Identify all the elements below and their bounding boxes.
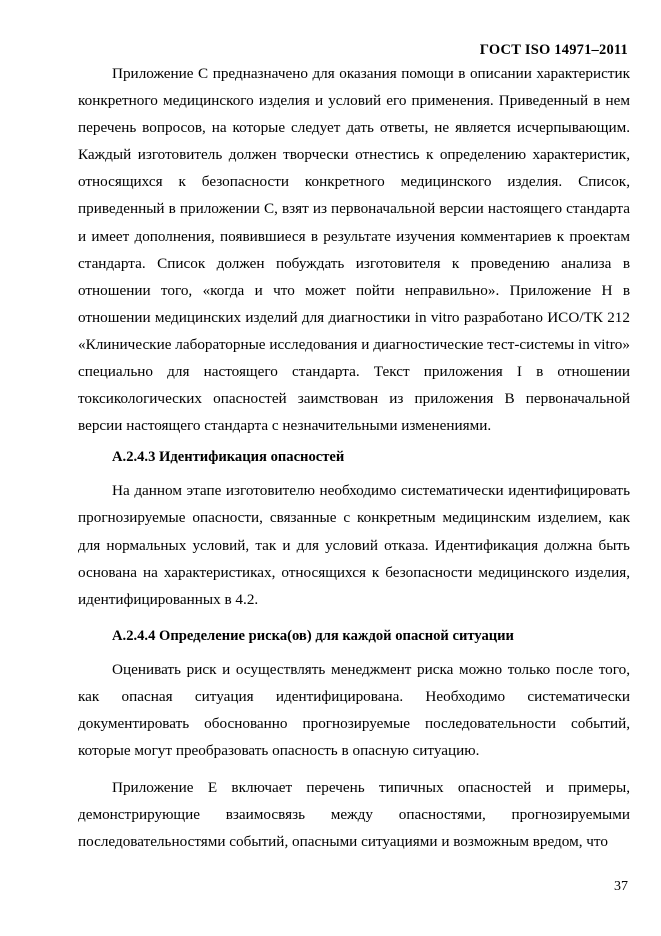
paragraph-risk-estimation: Оценивать риск и осуществлять менеджмент риска можно только после того, как опасная ситуация идентифицирована. Необходимо систематически документировать обоснованно прогнозируемые последовательности событий, которые могут преобразовать опасность в опасную ситуацию. [78,660,630,760]
document-body [78,60,630,855]
page-number: 37 [614,879,628,894]
paragraph-appendix-e-reference: Приложение Е включает перечень типичных опасностей и примеры, демонстрирующие взаимосвязь между опасностями, прогнозируемыми последовательностями событий, опасными ситуациями и возможным вредом, что [78,779,630,851]
paragraph-appendix-c-description: Приложение С предназначено для оказания помощи в описании характеристик конкретного медицинского изделия и условий его применения. Приведенный в нем перечень вопросов, на которые следует дать ответы, не является исчерпывающим. Каждый изготовитель должен творчески отнестись к определению характеристик, относящихся к безопасности конкретного медицинского изделия. Список, приведенный в приложении С, взят из первоначальной версии настоящего стандарта и имеет дополнения, появившиеся в результате изучения комментариев к проектам стандарта. Список должен побуждать изготовителя к проведению анализа в отношении того, «когда и что может пойти неправильно». Приложение Н в отношении медицинских изделий для диагностики in vitro разработано ИСО/ТК 212 «Клинические лабораторные исследования и диагностические тест-системы in vitro» специально для настоящего стандарта. Текст приложения I в отношении токсикологических опасностей заимствован из приложения В первоначальной версии настоящего стандарта с незначительными изменениями. [78,65,630,435]
section-heading-a244: А.2.4.4 Определение риска(ов) для каждой опасной ситуации [112,627,514,644]
document-standard-id: ГОСТ ISO 14971–2011 [479,42,628,58]
paragraph-hazard-identification: На данном этапе изготовителю необходимо систематически идентифицировать прогнозируемые опасности, связанные с конкретным медицинским изделием, как для нормальных условий, так и для условий отказа. Идентификация должна быть основана на характеристиках, относящихся к безопасности медицинского изделия, идентифицированных в 4.2. [78,482,630,608]
section-heading-a243: А.2.4.3 Идентификация опасностей [112,449,345,466]
